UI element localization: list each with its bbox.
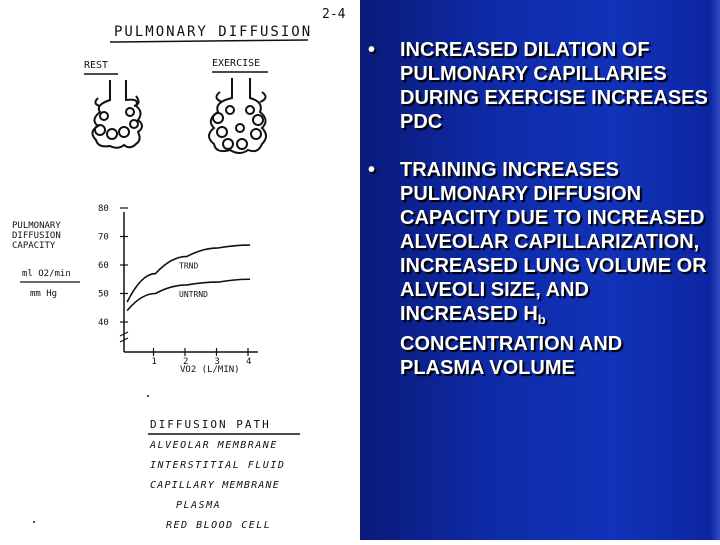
x-tick-label: 1	[151, 357, 157, 367]
sketch-canvas	[0, 0, 360, 540]
bullet-text: INCREASED DILATION OF PULMONARY CAPILLARIES DURING EXERCISE INCREASES PDC	[400, 39, 708, 133]
hemoglobin-subscript: b	[537, 312, 546, 327]
path-item: RED BLOOD CELL	[166, 520, 272, 531]
stray-mark-2	[33, 521, 35, 523]
sketch-title: PULMONARY DIFFUSION	[114, 24, 313, 40]
rest-label: REST	[84, 60, 109, 71]
y-label-line-3: CAPACITY	[12, 241, 56, 251]
path-item: CAPILLARY MEMBRANE	[150, 480, 280, 491]
bullet-list	[368, 38, 708, 404]
y-label-line-1: PULMONARY	[12, 221, 61, 231]
panel-edge-highlight	[710, 0, 720, 540]
page-number: 2-4	[322, 7, 346, 22]
path-item: INTERSTITIAL FLUID	[150, 460, 286, 471]
exercise-label: EXERCISE	[212, 58, 261, 69]
x-tick-label: 2	[183, 357, 189, 367]
diffusion-path-list	[148, 418, 300, 531]
bullet-marker: •	[368, 159, 376, 181]
x-tick-label: 4	[246, 357, 252, 367]
rest-alveoli-drawing	[92, 80, 142, 148]
y-unit-bottom: mm Hg	[30, 289, 58, 299]
exercise-alveoli-drawing	[209, 78, 266, 153]
stray-mark-1	[147, 395, 149, 397]
pdc-chart	[12, 204, 258, 375]
bullet-text-tail: CONCENTRATION AND PLASMA VOLUME	[400, 333, 623, 379]
bullet-item-training	[368, 158, 708, 380]
handwritten-sketch-panel	[0, 0, 360, 540]
bullet-text: TRAINING INCREASES PULMONARY DIFFUSION CAPACITY DUE TO INCREASED ALVEOLAR CAPILLARIZATION, INCREASED LUNG VOLUME OR ALVEOLI SIZE, AND INCREASED H	[400, 159, 707, 325]
y-tick-label: 50	[98, 289, 109, 300]
bullet-item-dilation	[368, 38, 708, 134]
y-tick-label: 60	[98, 261, 109, 271]
series-label-trnd: TRND	[179, 261, 199, 271]
diffusion-path-title: DIFFUSION PATH	[150, 418, 271, 431]
chart-series	[127, 245, 250, 311]
path-item: ALVEOLAR MEMBRANE	[150, 440, 278, 451]
title-underline	[110, 40, 308, 42]
path-item: PLASMA	[176, 500, 222, 511]
series-label-untrnd: UNTRND	[179, 289, 208, 299]
y-tick-label: 40	[98, 318, 109, 328]
x-axis-label: VO2 (L/MIN)	[180, 365, 240, 375]
bullet-marker: •	[368, 39, 376, 61]
x-tick-label: 3	[214, 357, 220, 367]
y-tick-label: 80	[98, 204, 109, 214]
y-tick-label: 70	[98, 232, 109, 243]
y-label-line-2: DIFFUSION	[12, 231, 61, 241]
y-unit-top: ml O2/min	[22, 269, 71, 279]
